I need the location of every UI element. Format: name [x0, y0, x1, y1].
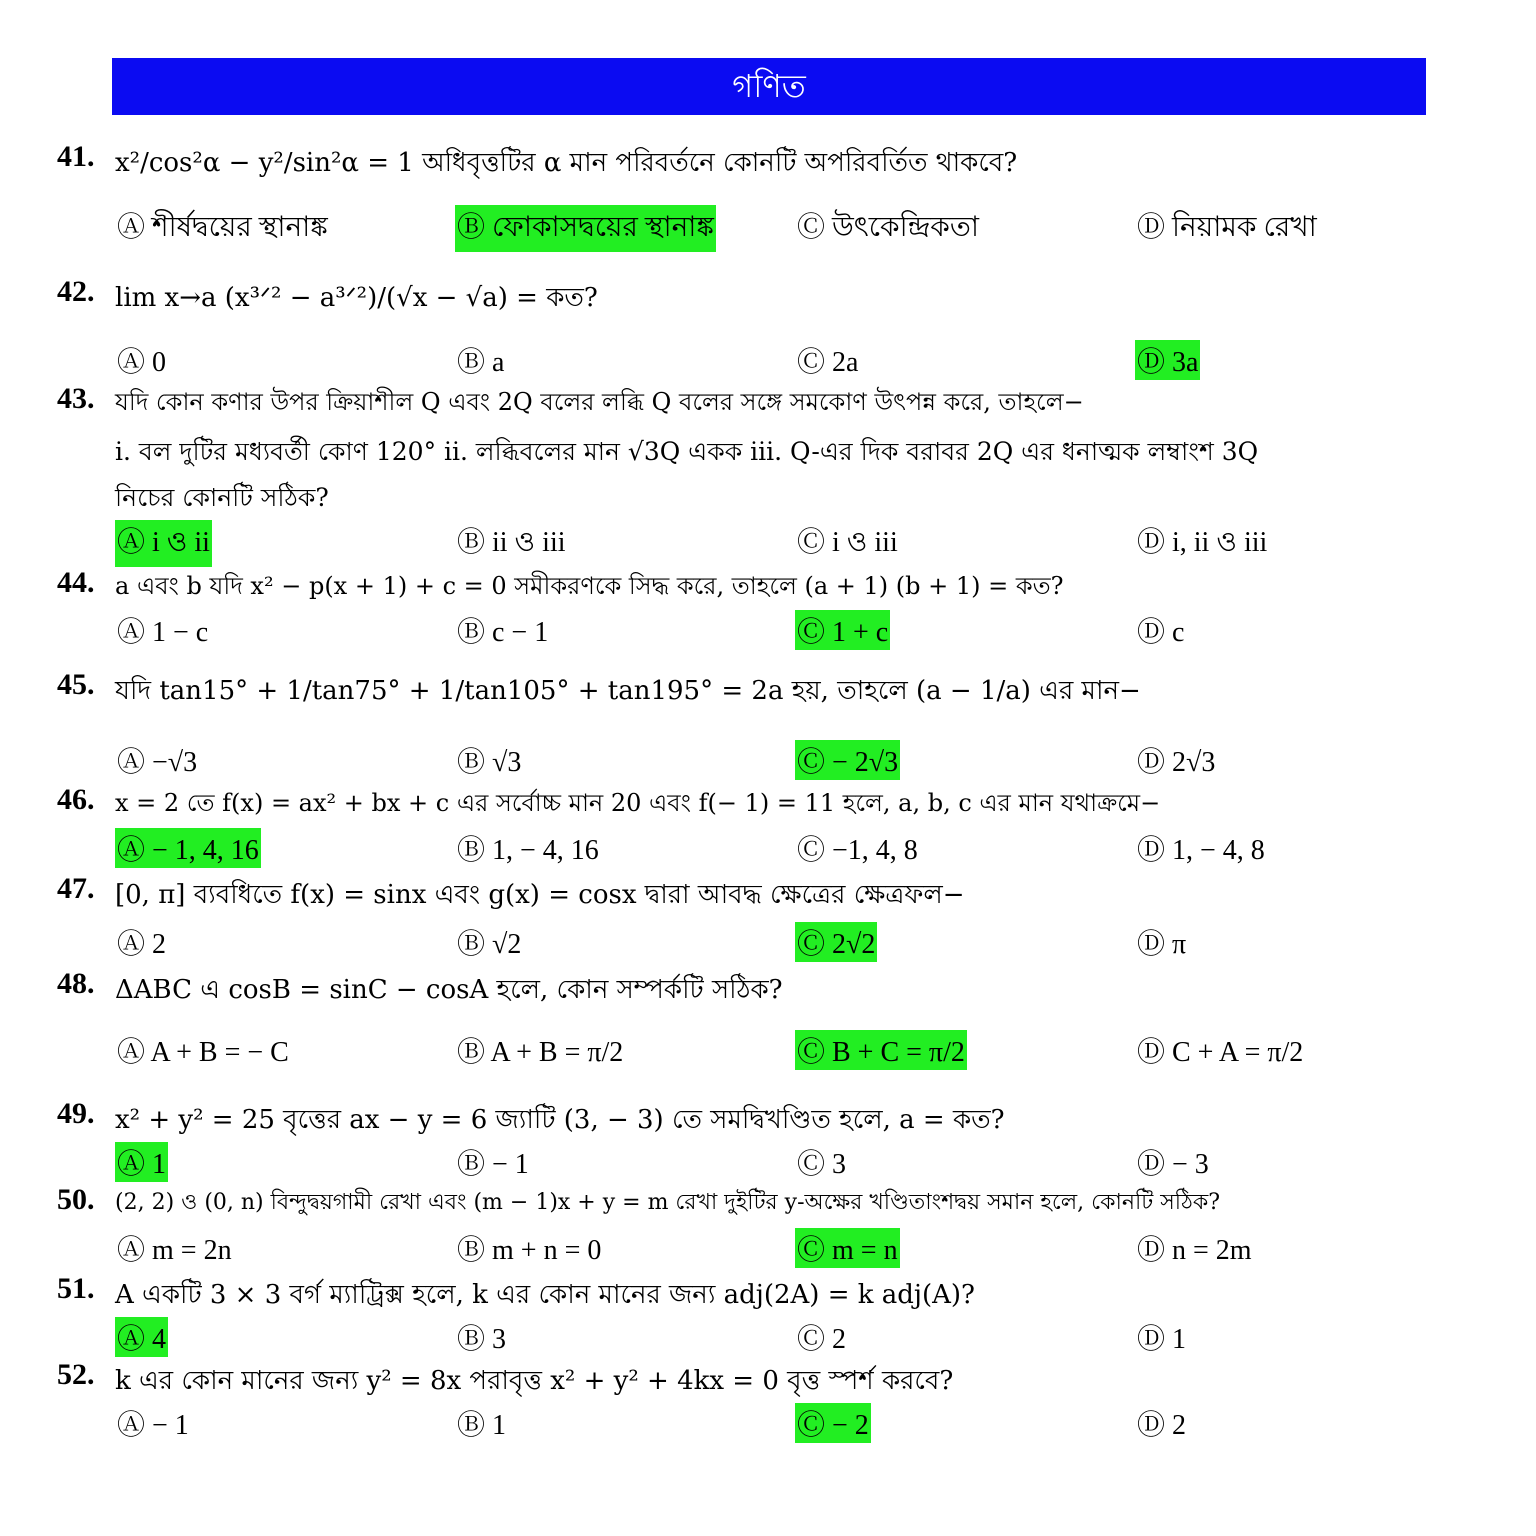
question-number: 48.	[57, 967, 95, 1000]
option-a[interactable]: Ⓐ শীর্ষদ্বয়ের স্থানাঙ্ক	[117, 212, 328, 243]
option-a-correct[interactable]: Ⓐ 4	[115, 1317, 168, 1357]
option-c[interactable]: Ⓒ 3	[797, 1149, 847, 1180]
option-d[interactable]: Ⓓ π	[1137, 929, 1187, 960]
question-text: k এর কোন মানের জন্য y² = 8x পরাবৃত্ত x² + y² + 4kx = 0 বৃত্ত স্পর্শ করবে?	[115, 1366, 954, 1396]
question-text: যদি কোন কণার উপর ক্রিয়াশীল Q এবং 2Q বলের লব্ধি Q বলের সঙ্গে সমকোণ উৎপন্ন করে, তাহলে−	[115, 388, 1084, 416]
question-text: x²/cos²α − y²/sin²α = 1 অধিবৃত্তটির α মান পরিবর্তনে কোনটি অপরিবর্তিত থাকবে?	[115, 148, 1018, 178]
option-d[interactable]: Ⓓ 2√3	[1137, 747, 1216, 778]
question-number: 44.	[57, 566, 95, 599]
question-statement: নিচের কোনটি সঠিক?	[115, 483, 329, 512]
option-d[interactable]: Ⓓ C + A = π/2	[1137, 1037, 1304, 1068]
question-number: 42.	[57, 275, 95, 308]
option-c[interactable]: Ⓒ 2a	[797, 347, 859, 378]
option-d-correct[interactable]: Ⓓ 3a	[1135, 340, 1200, 380]
option-d[interactable]: Ⓓ 2	[1137, 1410, 1187, 1441]
option-d[interactable]: Ⓓ i, ii ও iii	[1137, 527, 1268, 558]
option-a[interactable]: Ⓐ − 1	[117, 1410, 189, 1441]
section-title: গণিত	[112, 58, 1426, 115]
question-text: A একটি 3 × 3 বর্গ ম্যাট্রিক্স হলে, k এর কোন মানের জন্য adj(2A) = k adj(A)?	[115, 1280, 975, 1310]
option-a[interactable]: Ⓐ 2	[117, 929, 167, 960]
option-a[interactable]: Ⓐ 1 − c	[117, 617, 209, 648]
option-a[interactable]: Ⓐ −√3	[117, 747, 198, 778]
option-d[interactable]: Ⓓ নিয়ামক রেখা	[1137, 212, 1317, 243]
question-text: যদি tan15° + 1/tan75° + 1/tan105° + tan195° = 2a হয়, তাহলে (a − 1/a) এর মান−	[115, 676, 1141, 706]
question-number: 43.	[57, 382, 95, 415]
option-c-correct[interactable]: Ⓒ 1 + c	[795, 610, 890, 650]
option-a-correct[interactable]: Ⓐ i ও ii	[115, 520, 212, 567]
option-b[interactable]: Ⓑ c − 1	[457, 617, 549, 648]
option-a-correct[interactable]: Ⓐ − 1, 4, 16	[115, 828, 261, 868]
option-b[interactable]: Ⓑ − 1	[457, 1149, 529, 1180]
question-text: [0, π] ব্যবধিতে f(x) = sinx এবং g(x) = cosx দ্বারা আবদ্ধ ক্ষেত্রের ক্ষেত্রফল−	[115, 880, 965, 910]
question-number: 50.	[57, 1183, 95, 1216]
option-c-correct[interactable]: Ⓒ B + C = π/2	[795, 1030, 967, 1070]
question-text: ΔABC এ cosB = sinC − cosA হলে, কোন সম্পর্কটি সঠিক?	[115, 975, 783, 1005]
option-c[interactable]: Ⓒ 2	[797, 1324, 847, 1355]
option-b[interactable]: Ⓑ 1, − 4, 16	[457, 835, 599, 866]
option-c[interactable]: Ⓒ −1, 4, 8	[797, 835, 918, 866]
option-a[interactable]: Ⓐ 0	[117, 347, 167, 378]
question-number: 49.	[57, 1097, 95, 1130]
question-text: (2, 2) ও (0, n) বিন্দুদ্বয়গামী রেখা এবং (m − 1)x + y = m রেখা দুইটির y-অক্ষের খণ্ডিতাংশদ্বয় সমান হলে, কোনটি সঠিক?	[115, 1190, 1221, 1215]
option-c-correct[interactable]: Ⓒ m = n	[795, 1228, 900, 1268]
option-c[interactable]: Ⓒ উৎকেন্দ্রিকতা	[797, 212, 979, 243]
option-c-correct[interactable]: Ⓒ − 2√3	[795, 740, 900, 780]
option-b[interactable]: Ⓑ ii ও iii	[457, 527, 566, 558]
question-number: 51.	[57, 1272, 95, 1305]
question-number: 46.	[57, 783, 95, 816]
option-b-correct[interactable]: Ⓑ ফোকাসদ্বয়ের স্থানাঙ্ক	[455, 205, 716, 252]
question-statement: i. বল দুটির মধ্যবর্তী কোণ 120° ii. লব্ধিবলের মান √3Q একক iii. Q-এর দিক বরাবর 2Q এর ধনাত্মক লম্বাংশ 3Q	[115, 437, 1259, 466]
option-a-correct[interactable]: Ⓐ 1	[115, 1142, 168, 1182]
option-d[interactable]: Ⓓ 1, − 4, 8	[1137, 835, 1265, 866]
question-number: 45.	[57, 668, 95, 701]
option-b[interactable]: Ⓑ A + B = π/2	[457, 1037, 624, 1068]
question-number: 41.	[57, 140, 95, 173]
question-text: x² + y² = 25 বৃত্তের ax − y = 6 জ্যাটি (3, − 3) তে সমদ্বিখণ্ডিত হলে, a = কত?	[115, 1105, 1005, 1135]
question-number: 47.	[57, 872, 95, 905]
question-text: x = 2 তে f(x) = ax² + bx + c এর সর্বোচ্চ মান 20 এবং f(− 1) = 11 হলে, a, b, c এর মান যথাক্রমে−	[115, 789, 1161, 817]
option-b[interactable]: Ⓑ m + n = 0	[457, 1235, 602, 1266]
option-b[interactable]: Ⓑ a	[457, 347, 505, 378]
question-text: lim x→a (x³ᐟ² − a³ᐟ²)/(√x − √a) = কত?	[115, 283, 598, 313]
option-d[interactable]: Ⓓ c	[1137, 617, 1185, 648]
option-a[interactable]: Ⓐ A + B = − C	[117, 1037, 289, 1068]
option-d[interactable]: Ⓓ n = 2m	[1137, 1235, 1252, 1266]
option-c[interactable]: Ⓒ i ও iii	[797, 527, 898, 558]
option-d[interactable]: Ⓓ − 3	[1137, 1149, 1209, 1180]
option-b[interactable]: Ⓑ √2	[457, 929, 522, 960]
option-a[interactable]: Ⓐ m = 2n	[117, 1235, 232, 1266]
option-b[interactable]: Ⓑ 3	[457, 1324, 507, 1355]
question-text: a এবং b যদি x² − p(x + 1) + c = 0 সমীকরণকে সিদ্ধ করে, তাহলে (a + 1) (b + 1) = কত?	[115, 572, 1064, 600]
question-number: 52.	[57, 1358, 95, 1391]
option-c-correct[interactable]: Ⓒ 2√2	[795, 922, 877, 962]
option-d[interactable]: Ⓓ 1	[1137, 1324, 1187, 1355]
option-b[interactable]: Ⓑ 1	[457, 1410, 507, 1441]
option-c-correct[interactable]: Ⓒ − 2	[795, 1403, 871, 1443]
option-b[interactable]: Ⓑ √3	[457, 747, 522, 778]
